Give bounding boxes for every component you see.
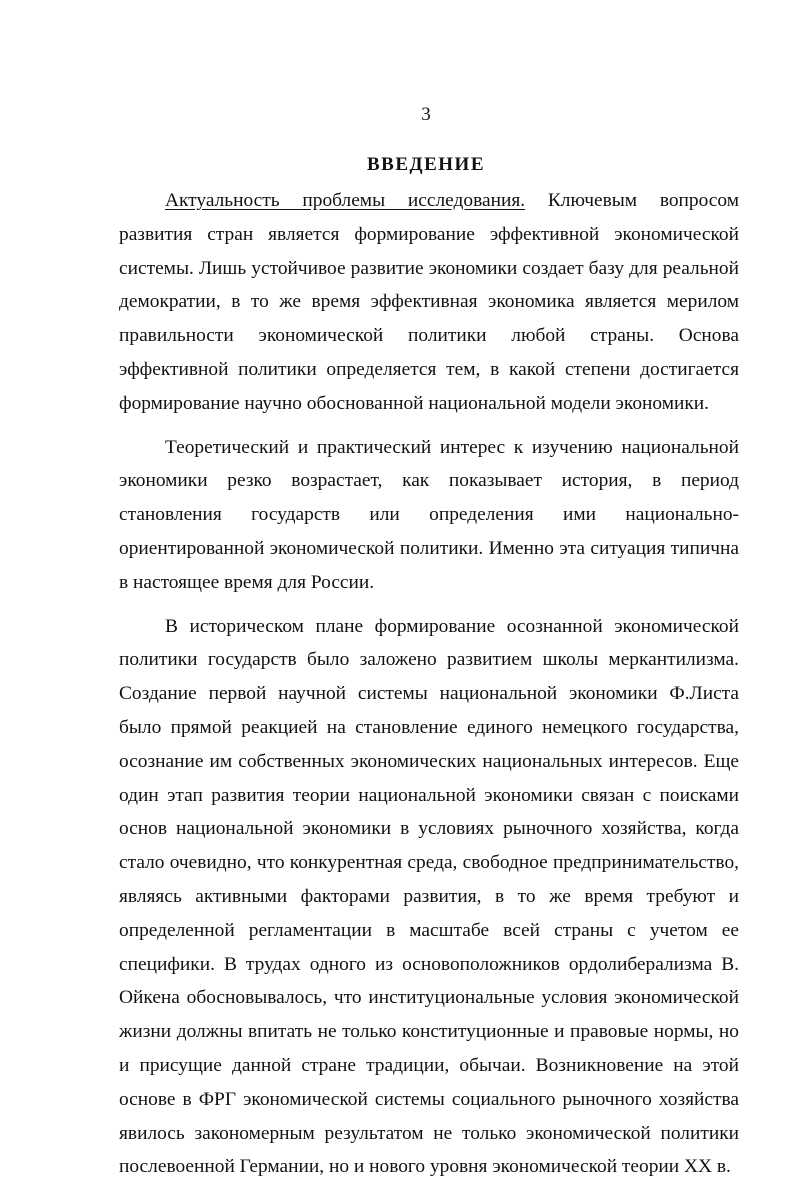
paragraph-historical: В историческом плане формирование осознанной экономической политики государств было заложено развитием школы меркантилизма. Создание первой научной системы национальной экономики Ф.Листа было прямой реакцией на становление единого немецкого государства, осознание им собственных экономических национальных интересов. Еще один этап развития теории национальной экономики связан с поисками основ национальной экономики в условиях рыночного хозяйства, когда стало очевидно, что конкурентная среда, свободное предпринимательство, являясь активными факторами развития, в то же время требуют и определенной регламентации в масштабе всей страны с учетом ее специфики. В трудах одного из основоположников ордолиберализма В. Ойкена обосновывалось, что институциональные условия экономической жизни должны впитать не только конституционные и правовые нормы, но и присущие данной стране традиции, обычаи. Возникновение на этой основе в ФРГ экономической системы социального рыночного хозяйства явилось закономерным результатом не только экономической политики послевоенной Германии, но и нового уровня экономической теории XX в. xyxy=(119,615,739,1178)
section-heading: ВВЕДЕНИЕ xyxy=(367,154,485,175)
paragraph-theoretical-interest: Теоретический и практический интерес к изучению национальной экономики резко возрастает, как показывает история, в период становления государств или определения ими национально-ориентированной экономической политики. Именно эта ситуация типична в настоящее время для России. xyxy=(119,436,739,593)
paragraph-text: Ключевым вопросом развития стран является формирование эффективной экономической системы. Лишь устойчивое развитие экономики создает базу для реальной демократии, в то же время эффективная экономика является мерилом правильности экономической политики любой страны. Основа эффективной политики определяется тем, в какой степени достигается формирование научно обоснованной национальной модели экономики. xyxy=(119,190,739,414)
paragraph-relevance xyxy=(119,184,739,421)
page-number: 3 xyxy=(421,104,431,125)
body-text xyxy=(119,184,739,1184)
paragraph-lead-underlined: Актуальность проблемы исследования. xyxy=(165,190,526,211)
